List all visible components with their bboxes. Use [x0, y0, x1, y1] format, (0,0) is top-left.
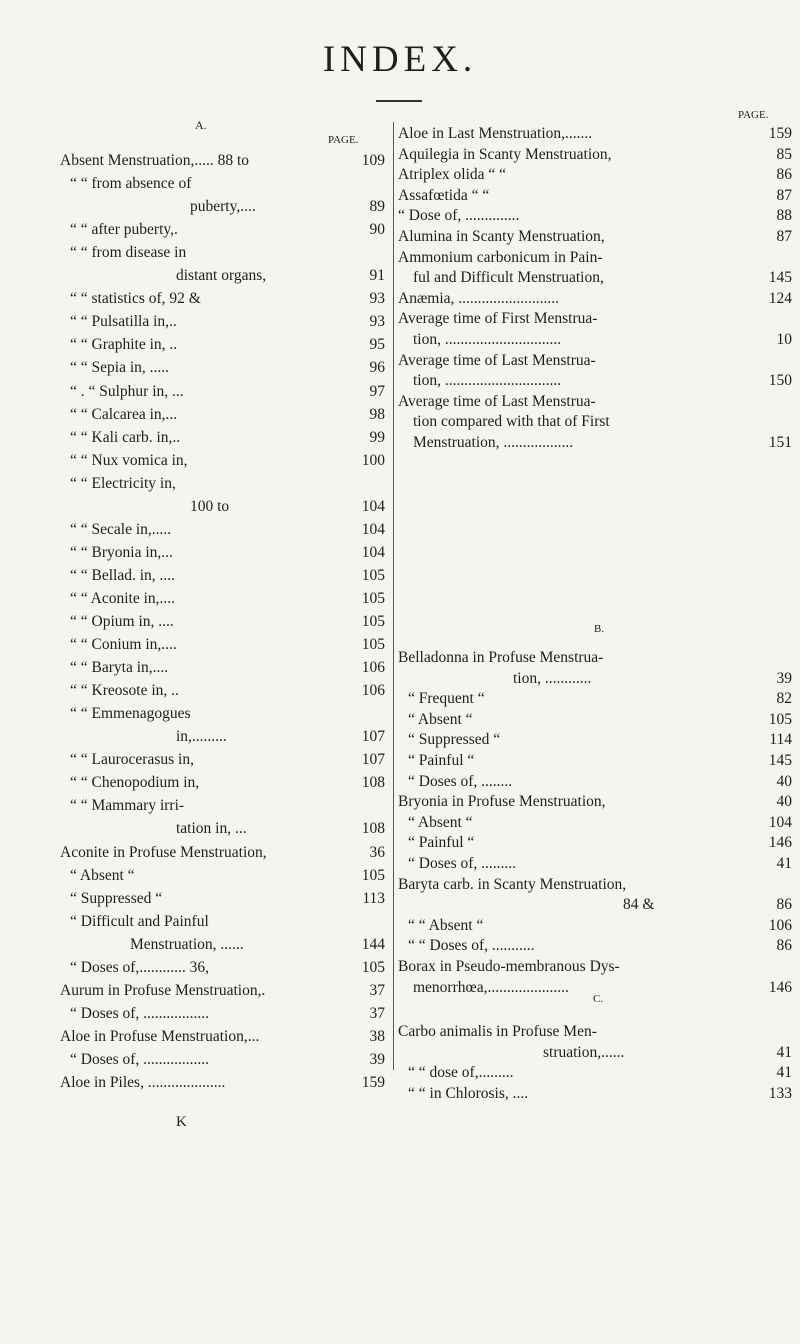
entry-text: “ Painful “ — [408, 752, 475, 769]
entry-text: menorrhœa,..................... — [413, 978, 569, 996]
entry-text: “ Doses of, ........ — [408, 772, 513, 790]
index-entry — [70, 358, 169, 378]
index-entry — [190, 497, 229, 517]
entry-text: “ “ Mammary irri- — [70, 797, 185, 815]
entry-text: Aconite in Profuse Menstruation, — [60, 843, 267, 861]
entry-text: tion, ............ — [513, 669, 592, 687]
index-entry — [408, 916, 483, 936]
page-number: 146 — [768, 834, 792, 852]
index-entry — [70, 451, 188, 471]
index-entry — [398, 875, 626, 895]
page-number: 104 — [361, 520, 385, 538]
page-number: 106 — [361, 682, 385, 700]
entry-text: “ “ Opium in, .... — [70, 613, 174, 630]
index-entry — [408, 710, 473, 730]
page-number: 93 — [369, 313, 385, 331]
page-number: 105 — [361, 866, 385, 884]
index-entry — [408, 833, 474, 853]
index-entry — [408, 936, 535, 956]
page-number: 105 — [361, 589, 385, 607]
entry-text: “ “ Electricity in, — [70, 474, 176, 492]
index-entry — [70, 635, 177, 655]
page-number: 133 — [768, 1084, 792, 1102]
page-number: 114 — [769, 731, 792, 749]
page-column-header: PAGE. — [738, 109, 769, 121]
page-number: 105 — [361, 958, 385, 976]
page-number: 107 — [361, 751, 385, 769]
entry-text: ful and Difficult Menstruation, — [413, 269, 604, 287]
entry-text: “ “ Calcarea in,... — [70, 405, 178, 423]
entry-text: Belladonna in Profuse Menstrua- — [398, 649, 604, 666]
index-entry — [398, 309, 597, 329]
index-entry — [70, 312, 177, 332]
index-entry — [398, 227, 605, 247]
page-number: 87 — [776, 228, 792, 245]
index-entry — [60, 843, 267, 863]
entry-text: Alumina in Scanty Menstruation, — [398, 228, 605, 245]
page-number: 37 — [369, 1004, 385, 1022]
entry-text: Menstruation, .................. — [413, 434, 574, 451]
index-entry — [70, 405, 177, 425]
entry-text: “ “ Bryonia in,... — [70, 543, 173, 561]
index-entry — [543, 1043, 624, 1063]
page-number: 40 — [776, 772, 792, 790]
entry-text: “ “ Chenopodium in, — [70, 774, 200, 792]
entry-text: Absent Menstruation,..... 88 to — [60, 152, 249, 169]
entry-text: “ “ Laurocerasus in, — [70, 751, 194, 769]
entry-text: “ Difficult and Painful — [70, 912, 209, 930]
signature-mark: K — [176, 1114, 187, 1130]
page-number: 106 — [361, 659, 385, 677]
entry-text: Aurum in Profuse Menstruation,. — [60, 981, 266, 999]
page-number: 86 — [776, 896, 792, 914]
entry-text: “ “ Emmenagogues — [70, 705, 191, 723]
page-number: 107 — [361, 728, 385, 746]
index-entry — [60, 1027, 259, 1047]
index-entry — [70, 681, 179, 701]
page-number: 104 — [361, 543, 385, 561]
entry-text: “ Doses of,............ 36, — [70, 958, 210, 976]
page-number: 86 — [776, 937, 792, 955]
index-entry — [408, 854, 516, 874]
index-entry — [408, 751, 474, 771]
index-entry — [398, 124, 592, 144]
page-number: 109 — [361, 152, 385, 169]
entry-text: Ammonium carbonicum in Pain- — [398, 248, 603, 266]
page-number: 104 — [361, 497, 385, 515]
page-number: 104 — [768, 813, 792, 831]
page-number: 96 — [369, 359, 385, 377]
entry-text: “ Absent “ — [70, 866, 135, 884]
entry-text: “ “ Secale in,..... — [70, 520, 172, 538]
page-number: 159 — [361, 1074, 385, 1091]
index-entry — [413, 412, 610, 432]
entry-text: “ “ Conium in,.... — [70, 636, 177, 654]
entry-text: “ “ in Chlorosis, .... — [408, 1084, 529, 1102]
page-number: 151 — [768, 434, 792, 451]
index-entry — [70, 243, 186, 263]
entry-text: Bryonia in Profuse Menstruation, — [398, 793, 606, 811]
entry-text: Average time of First Menstrua- — [398, 310, 598, 328]
index-entry — [398, 206, 519, 226]
entry-text: “ “ from disease in — [70, 244, 187, 262]
page-number: 40 — [776, 793, 792, 811]
index-entry — [398, 957, 620, 977]
index-entry — [70, 866, 135, 886]
page-number: 150 — [768, 372, 792, 390]
page-number: 10 — [776, 331, 792, 348]
entry-text: “ Doses of, ................. — [70, 1004, 210, 1022]
entry-text: “ “ Absent “ — [408, 916, 484, 934]
entry-text: “ Suppressed “ — [70, 889, 163, 907]
entry-text: tion, .............................. — [413, 372, 562, 390]
entry-text: “ “ Sepia in, ..... — [70, 359, 170, 377]
index-entry — [70, 220, 178, 240]
page-number: 41 — [776, 1043, 792, 1061]
entry-text: “ “ Baryta in,.... — [70, 659, 169, 677]
entry-text: Aloe in Last Menstruation,....... — [398, 125, 593, 142]
entry-text: Baryta carb. in Scanty Menstruation, — [398, 875, 627, 893]
index-entry — [70, 566, 175, 586]
column-divider — [393, 122, 394, 1070]
index-entry — [408, 813, 473, 833]
page-number: 39 — [776, 669, 792, 687]
index-entry — [70, 589, 175, 609]
entry-text: “ “ Bellad. in, .... — [70, 566, 176, 584]
index-entry — [408, 730, 500, 750]
entry-text: Menstruation, ...... — [130, 935, 244, 953]
page-number: 85 — [776, 145, 792, 163]
entry-text: Average time of Last Menstrua- — [398, 351, 596, 369]
page-column-header: PAGE. — [328, 134, 359, 146]
entry-text: Borax in Pseudo-membranous Dys- — [398, 958, 620, 975]
entry-text: “ Frequent “ — [408, 690, 485, 708]
entry-text: Aquilegia in Scanty Menstruation, — [398, 145, 612, 163]
entry-text: “ “ Doses of, ........... — [408, 937, 535, 955]
page-number: 146 — [768, 978, 792, 996]
page-number: 105 — [361, 566, 385, 584]
page-number: 145 — [768, 752, 792, 769]
index-entry — [70, 174, 191, 194]
entry-text: “ “ Pulsatilla in,.. — [70, 313, 177, 331]
index-entry — [70, 289, 201, 309]
page-number: 86 — [776, 166, 792, 184]
page-number: 108 — [361, 820, 385, 838]
page-number: 90 — [369, 221, 385, 239]
page-number: 105 — [361, 636, 385, 654]
entry-text: Average time of Last Menstrua- — [398, 392, 596, 410]
page-number: 88 — [776, 207, 792, 225]
index-entry — [70, 1004, 209, 1024]
index-entry — [408, 1084, 528, 1104]
entry-text: “ Suppressed “ — [408, 731, 501, 749]
index-entry — [70, 335, 177, 355]
page-number: 89 — [369, 198, 385, 216]
title-rule — [376, 100, 422, 102]
index-entry — [60, 151, 249, 171]
entry-text: “ Doses of, ......... — [408, 855, 517, 872]
entry-text: “ “ dose of,......... — [408, 1064, 514, 1082]
page-number: 99 — [369, 428, 385, 446]
index-entry — [413, 268, 604, 288]
index-entry — [70, 773, 199, 793]
page-number: 124 — [768, 289, 792, 307]
page-number: 159 — [768, 125, 792, 142]
page-number: 95 — [369, 336, 385, 354]
section-letter-a: A. — [195, 118, 207, 132]
page-number: 38 — [369, 1027, 385, 1045]
page-number: 87 — [776, 186, 792, 204]
entry-text: “ Dose of, .............. — [398, 207, 520, 225]
page-number: 98 — [369, 405, 385, 423]
entry-text: “ . “ Sulphur in, ... — [70, 382, 184, 400]
index-entry — [398, 248, 602, 268]
index-entry — [176, 819, 247, 839]
entry-text: Carbo animalis in Profuse Men- — [398, 1023, 597, 1040]
section-letter-b: B. — [594, 623, 605, 635]
page-number: 41 — [776, 1064, 792, 1082]
entry-text: “ “ Kali carb. in,.. — [70, 428, 181, 446]
index-entry — [398, 145, 612, 165]
index-entry — [70, 382, 184, 402]
entry-text: 100 to — [190, 497, 230, 515]
entry-text: tion compared with that of First — [413, 413, 610, 431]
index-entry — [70, 612, 174, 632]
index-entry — [408, 689, 485, 709]
index-entry — [176, 727, 227, 747]
page-number: 36 — [369, 843, 385, 861]
entry-text: “ Painful “ — [408, 834, 475, 852]
entry-text: 84 & — [623, 896, 655, 914]
index-entry — [176, 266, 266, 286]
entry-text: Atriplex olida “ “ — [398, 166, 507, 184]
entry-text: “ “ after puberty,. — [70, 221, 178, 239]
entry-text: “ “ Aconite in,.... — [70, 589, 176, 607]
entry-text: Anæmia, .......................... — [398, 289, 560, 307]
index-entry — [398, 165, 506, 185]
index-entry — [513, 669, 591, 689]
entry-text: “ Doses of, ................. — [70, 1050, 210, 1068]
entry-text: Aloe in Profuse Menstruation,... — [60, 1027, 260, 1045]
page-number: 39 — [369, 1050, 385, 1068]
index-entry — [70, 1050, 209, 1070]
index-entry — [413, 433, 573, 453]
entry-text: “ “ statistics of, 92 & — [70, 290, 201, 308]
entry-text: “ Absent “ — [408, 813, 473, 831]
index-entry — [398, 648, 603, 668]
index-entry — [70, 428, 180, 448]
index-entry — [408, 772, 512, 792]
index-entry — [398, 186, 489, 206]
index-entry — [190, 197, 256, 217]
entry-text: “ “ Kreosote in, .. — [70, 682, 179, 700]
page-number: 82 — [776, 690, 792, 708]
section-letter-c: C. — [593, 993, 604, 1005]
entry-text: struation,...... — [543, 1043, 625, 1061]
page-number: 97 — [369, 382, 385, 400]
index-entry — [60, 981, 265, 1001]
page-number: 108 — [361, 774, 385, 792]
index-entry — [413, 371, 561, 391]
entry-text: “ “ from absence of — [70, 175, 192, 193]
page-number: 105 — [361, 613, 385, 630]
index-entry — [398, 351, 596, 371]
index-entry — [408, 1063, 513, 1083]
page-number: 41 — [776, 855, 792, 872]
index-entry — [70, 704, 191, 724]
index-entry — [623, 895, 654, 915]
entry-text: “ “ Graphite in, .. — [70, 336, 178, 354]
index-entry — [70, 889, 162, 909]
page-number: 145 — [768, 269, 792, 287]
entry-text: tation in, ... — [176, 820, 247, 838]
entry-text: distant organs, — [176, 267, 267, 285]
index-entry — [398, 392, 596, 412]
index-entry — [398, 289, 559, 309]
index-entry — [70, 912, 209, 932]
index-entry — [70, 543, 173, 563]
index-entry — [70, 474, 176, 494]
entry-text: Assafœtida “ “ — [398, 186, 490, 204]
entry-text: in,......... — [176, 728, 227, 746]
index-entry — [70, 750, 194, 770]
page-number: 37 — [369, 981, 385, 999]
index-entry — [70, 958, 209, 978]
page-title: INDEX. — [322, 39, 478, 80]
entry-text: “ Absent “ — [408, 710, 473, 728]
entry-text: “ “ Nux vomica in, — [70, 451, 188, 469]
index-entry — [70, 658, 168, 678]
page-number: 91 — [369, 267, 385, 285]
entry-text: Aloe in Piles, .................... — [60, 1074, 226, 1091]
page-number: 105 — [768, 710, 792, 728]
index-entry — [130, 935, 244, 955]
page-number: 144 — [361, 935, 385, 953]
index-entry — [398, 792, 606, 812]
page-number: 113 — [362, 889, 385, 907]
index-entry — [70, 520, 171, 540]
entry-text: puberty,.... — [190, 198, 256, 216]
index-entry — [60, 1073, 225, 1093]
index-entry — [398, 1022, 597, 1042]
index-entry — [70, 796, 184, 816]
index-entry — [413, 330, 561, 350]
entry-text: tion, .............................. — [413, 331, 562, 348]
page-number: 106 — [768, 916, 792, 934]
index-entry — [413, 978, 569, 998]
page-number: 93 — [369, 290, 385, 308]
page-number: 100 — [361, 451, 385, 469]
